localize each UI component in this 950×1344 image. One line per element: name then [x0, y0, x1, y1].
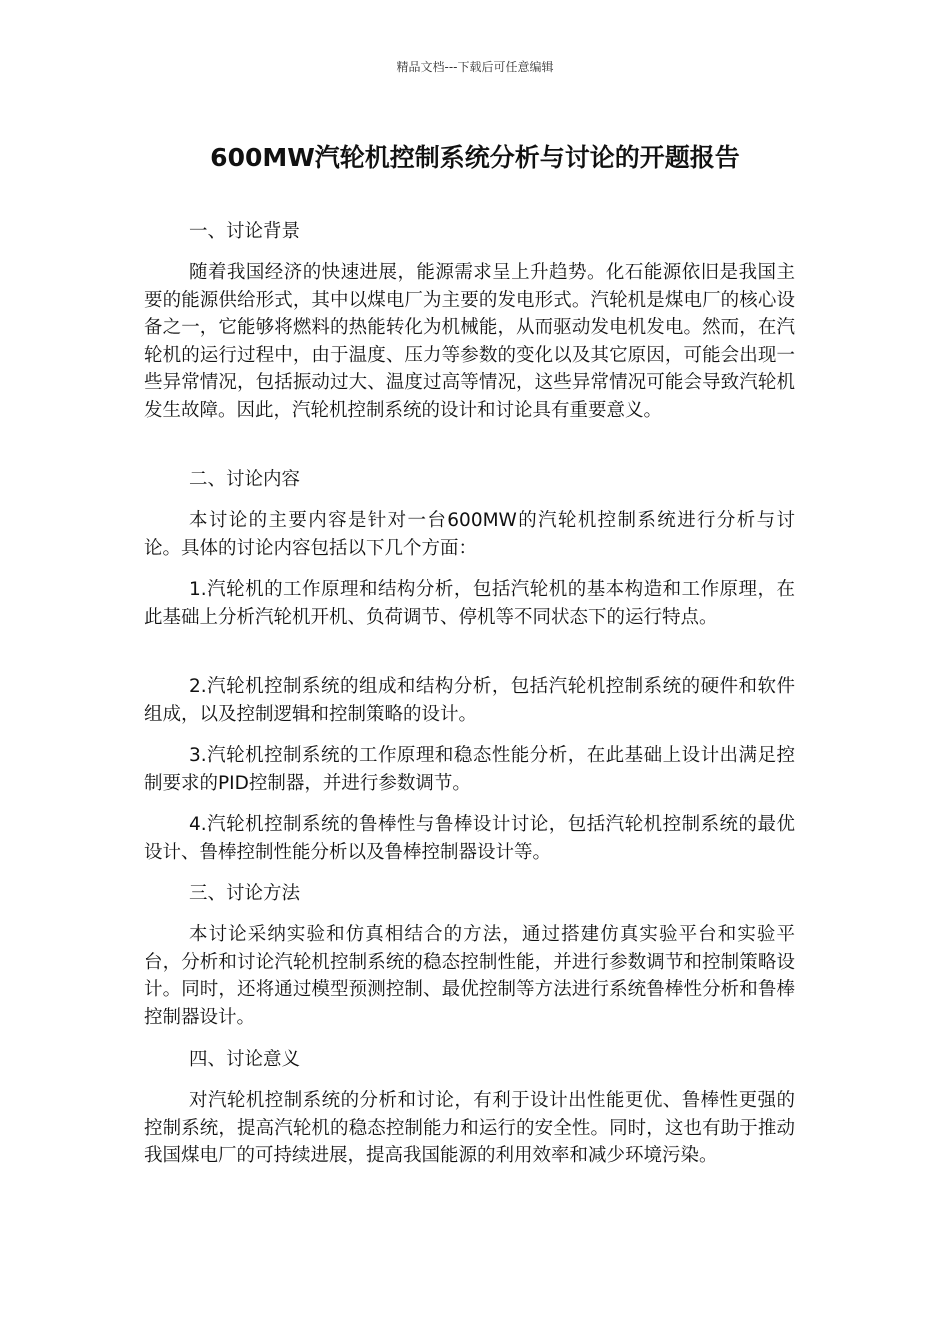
list-item: 4.汽轮机控制系统的鲁棒性与鲁棒设计讨论，包括汽轮机控制系统的最优设计、鲁棒控制性能分析以及鲁棒控制器设计等。 [144, 814, 795, 863]
section-2 [144, 466, 795, 494]
section-1 [144, 218, 795, 246]
page-header: 精品文档---下载后可任意编辑 [396, 60, 554, 74]
section-4 [144, 1046, 795, 1074]
section-heading-method: 三、讨论方法 [189, 883, 301, 904]
paragraph: 随着我国经济的快速进展，能源需求呈上升趋势。化石能源依旧是我国主要的能源供给形式，其中以煤电厂为主要的发电形式。汽轮机是煤电厂的核心设备之一，它能够将燃料的热能转化为机械能，从而驱动发电机发电。然而，在汽轮机的运行过程中，由于温度、压力等参数的变化以及其它原因，可能会出现一些异常情况，包括振动过大、温度过高等情况，这些异常情况可能会导致汽轮机发生故障。因此，汽轮机控制系统的设计和讨论具有重要意义。 [144, 262, 795, 421]
section-heading-background: 一、讨论背景 [189, 221, 301, 242]
list-item: 3.汽轮机控制系统的工作原理和稳态性能分析，在此基础上设计出满足控制要求的PID控制器，并进行参数调节。 [144, 745, 795, 794]
paragraph: 本讨论采纳实验和仿真相结合的方法，通过搭建仿真实验平台和实验平台，分析和讨论汽轮机控制系统的稳态控制性能，并进行参数调节和控制策略设计。同时，还将通过模型预测控制、最优控制等方法进行系统鲁棒性分析和鲁棒控制器设计。 [144, 924, 795, 1028]
list-item-1 [144, 576, 795, 631]
list-item-2 [144, 673, 795, 728]
list-item: 2.汽轮机控制系统的组成和结构分析，包括汽轮机控制系统的硬件和软件组成，以及控制逻辑和控制策略的设计。 [144, 676, 795, 725]
paragraph: 本讨论的主要内容是针对一台600MW的汽轮机控制系统进行分析与讨论。具体的讨论内容包括以下几个方面： [144, 510, 795, 559]
document-title: 600MW汽轮机控制系统分析与讨论的开题报告 [210, 143, 740, 172]
list-item-4 [144, 811, 795, 866]
section-4-body [144, 1087, 795, 1170]
section-2-body [144, 507, 795, 562]
section-heading-content: 二、讨论内容 [189, 469, 301, 490]
list-item-3 [144, 742, 795, 797]
section-3-body [144, 921, 795, 1031]
section-3 [144, 880, 795, 908]
section-heading-significance: 四、讨论意义 [189, 1049, 301, 1070]
list-item: 1.汽轮机的工作原理和结构分析，包括汽轮机的基本构造和工作原理，在此基础上分析汽轮机开机、负荷调节、停机等不同状态下的运行特点。 [144, 579, 795, 628]
section-1-body [144, 259, 795, 424]
paragraph: 对汽轮机控制系统的分析和讨论，有利于设计出性能更优、鲁棒性更强的控制系统，提高汽轮机的稳态控制能力和运行的安全性。同时，这也有助于推动我国煤电厂的可持续进展，提高我国能源的利用效率和减少环境污染。 [144, 1090, 795, 1166]
